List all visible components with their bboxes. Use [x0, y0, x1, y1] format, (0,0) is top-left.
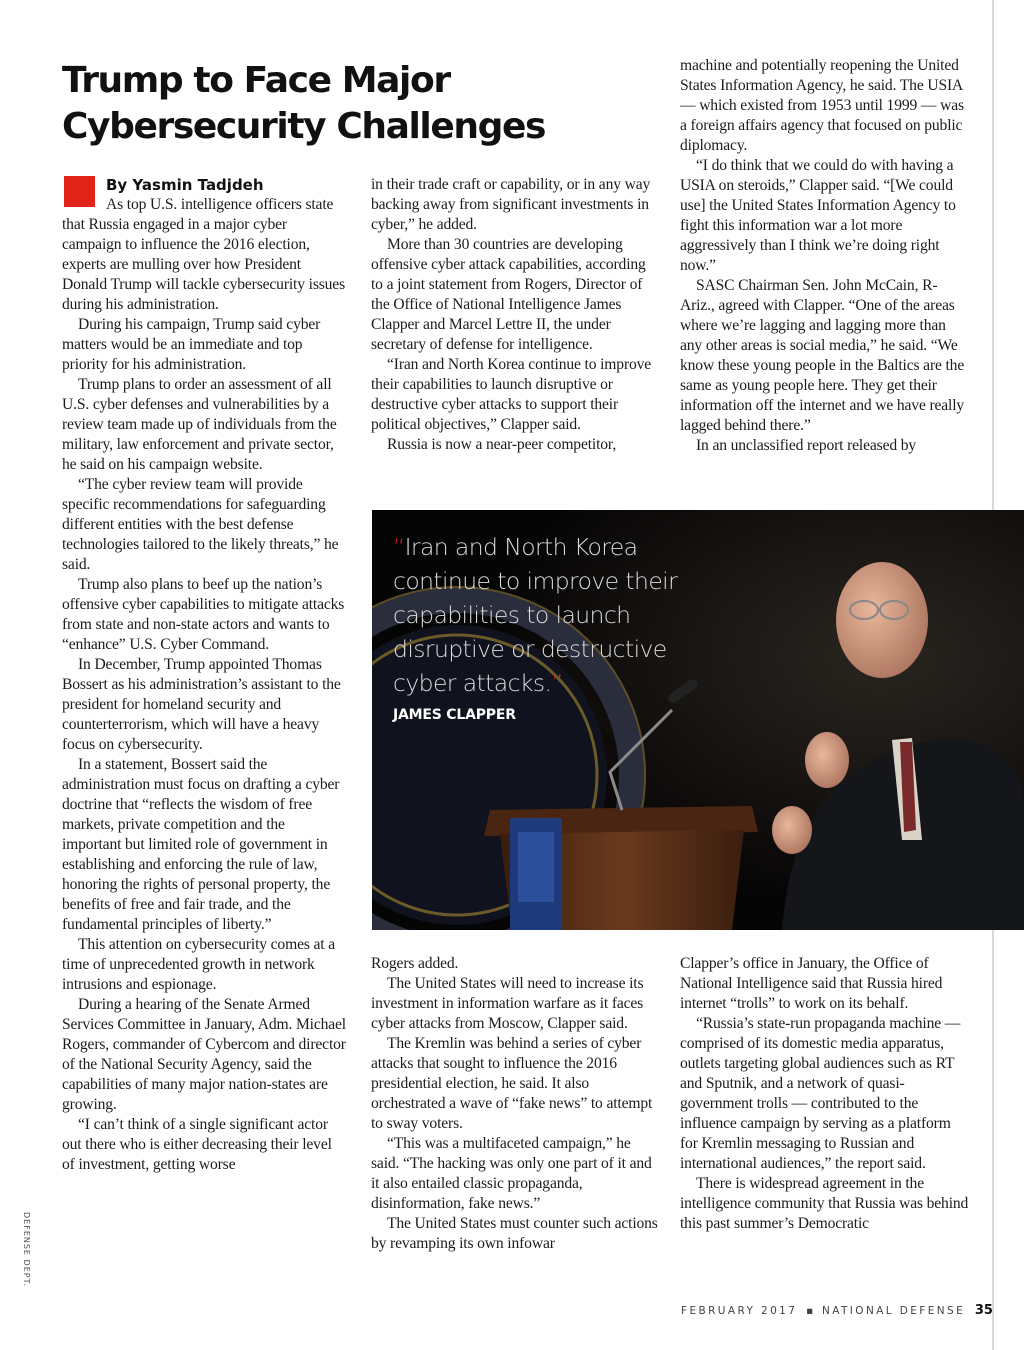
paragraph: machine and potentially reopening the United States Information Agency, he said. The USIA — which existed from 1953 until 1999 — was a foreign affairs agency that focused on public diplomacy.: [680, 57, 964, 154]
paragraph: “The cyber review team will provide specific recommendations for safeguarding different entities with the best defense technologies tailored to the likely threats,” he said.: [62, 476, 339, 573]
headline-line-2: Cybersecurity Challenges: [62, 106, 546, 147]
footer-separator: ▪: [806, 1305, 814, 1317]
column-1: [62, 195, 347, 1175]
paragraph: More than 30 countries are developing offensive cyber attack capabilities, according to a joint statement from Rogers, Director of the Office of National Intelligence James Clapper and Marcel Lettre II, the under secretary of defense for intelligence.: [371, 236, 646, 353]
paragraph: During a hearing of the Senate Armed Services Committee in January, Adm. Michael Rogers, commander of Cybercom and director of the National Security Agency, said the capabilities of many major nation-states are growing.: [62, 996, 346, 1113]
paragraph: As top U.S. intelligence officers state that Russia engaged in a major cyber campaign to influence the 2016 election, experts are mulling over how President Donald Trump will tackle cybersecurity issues during his administration.: [62, 196, 345, 313]
paragraph: in their trade craft or capability, or in any way backing away from significant investments in cyber,” he added.: [371, 176, 651, 233]
paragraph: The Kremlin was behind a series of cyber attacks that sought to influence the 2016 presidential election, he said. It also orchestrated a wave of “fake news” to attempt to sway voters.: [371, 1035, 653, 1132]
clapper-photo: [372, 510, 1024, 930]
paragraph: “Russia’s state-run propaganda machine — comprised of its domestic media apparatus, outlets targeting global audiences such as RT and Sputnik, and a network of quasi-government trolls — contributed to the influence campaign by serving as a platform for Kremlin messaging to Russian and international audiences,” the report said.: [680, 1015, 961, 1172]
paragraph: “This was a multifaceted campaign,” he said. “The hacking was only one part of it and it also entailed classic propaganda, disinformation, fake news.”: [371, 1135, 652, 1212]
pull-quote-attribution: JAMES CLAPPER: [393, 707, 516, 723]
open-quote-mark: “: [393, 533, 405, 561]
paragraph: In a statement, Bossert said the administration must focus on drafting a cyber doctrine that “reflects the wisdom of free markets, private competition and the important but limited role of government in establishing and enforcing the rule of law, honoring the rights of personal property, the benefits of free and fair trade, and the fundamental principles of liberty.”: [62, 756, 340, 933]
footer-publication: NATIONAL DEFENSE: [821, 1305, 966, 1317]
column-3-bottom: [680, 954, 970, 1234]
paragraph: “Iran and North Korea continue to improve their capabilities to launch disruptive or destructive cyber attacks to support their political objectives,” Clapper said.: [371, 356, 652, 433]
page-number: 35: [974, 1303, 993, 1318]
paragraph: Trump also plans to beef up the nation’s offensive cyber capabilities to mitigate attacks from state and non-state actors and wants to “enhance” U.S. Cyber Command.: [62, 576, 345, 653]
paragraph: SASC Chairman Sen. John McCain, R-Ariz., agreed with Clapper. “One of the areas where we’re lagging and lagging more than any other areas is social media,” he said. “We know these young people in the Baltics are the same as young people here. They get their information off the internet and we have really lagged behind there.”: [680, 277, 965, 434]
footer-issue-date: FEBRUARY 2017: [681, 1305, 798, 1317]
paragraph: The United States will need to increase its investment in information warfare as it faces cyber attacks from Moscow, Clapper said.: [371, 975, 644, 1032]
column-2-top: [371, 175, 661, 455]
column-3-top: [680, 56, 970, 456]
pull-quote-text: Iran and North Korea continue to improve their capabilities to launch disruptive or destructive cyber attacks.: [393, 533, 678, 697]
paragraph: Russia is now a near-peer competitor,: [387, 436, 617, 453]
paragraph: There is widespread agreement in the intelligence community that Russia was behind this past summer’s Democratic: [680, 1175, 969, 1232]
paragraph: In an unclassified report released by: [696, 437, 917, 454]
headline-line-1: Trump to Face Major: [62, 60, 450, 101]
paragraph: During his campaign, Trump said cyber matters would be an immediate and top priority for his administration.: [62, 316, 321, 373]
page-footer: [681, 1303, 993, 1318]
close-quote-mark: ”: [551, 669, 563, 697]
article-headline: [62, 58, 622, 150]
paragraph: This attention on cybersecurity comes at a time of unprecedented growth in network intrusions and espionage.: [62, 936, 335, 993]
paragraph: Rogers added.: [371, 955, 459, 972]
paragraph: The United States must counter such actions by revamping its own infowar: [371, 1215, 658, 1252]
pull-quote: [393, 530, 683, 700]
column-2-bottom: [371, 954, 661, 1254]
byline: By Yasmin Tadjdeh: [106, 176, 264, 194]
paragraph: “I can’t think of a single significant actor out there who is either decreasing their level of investment, getting worse: [62, 1116, 332, 1173]
photo-credit: DEFENSE DEPT.: [22, 1212, 31, 1288]
paragraph: In December, Trump appointed Thomas Bossert as his administration’s assistant to the president for homeland security and counterterrorism, which will have a heavy focus on cybersecurity.: [62, 656, 341, 753]
paragraph: Trump plans to order an assessment of all U.S. cyber defenses and vulnerabilities by a review team made up of individuals from the military, law enforcement and private sector, he said on his campaign website.: [62, 376, 337, 473]
paragraph: Clapper’s office in January, the Office of National Intelligence said that Russia hired internet “trolls” to work on its behalf.: [680, 955, 943, 1012]
podium: [484, 806, 758, 930]
paragraph: “I do think that we could do with having a USIA on steroids,” Clapper said. “[We could use] the United States Information Agency to fight this information war a lot more aggressively than I think we’re doing right now.”: [680, 157, 956, 274]
